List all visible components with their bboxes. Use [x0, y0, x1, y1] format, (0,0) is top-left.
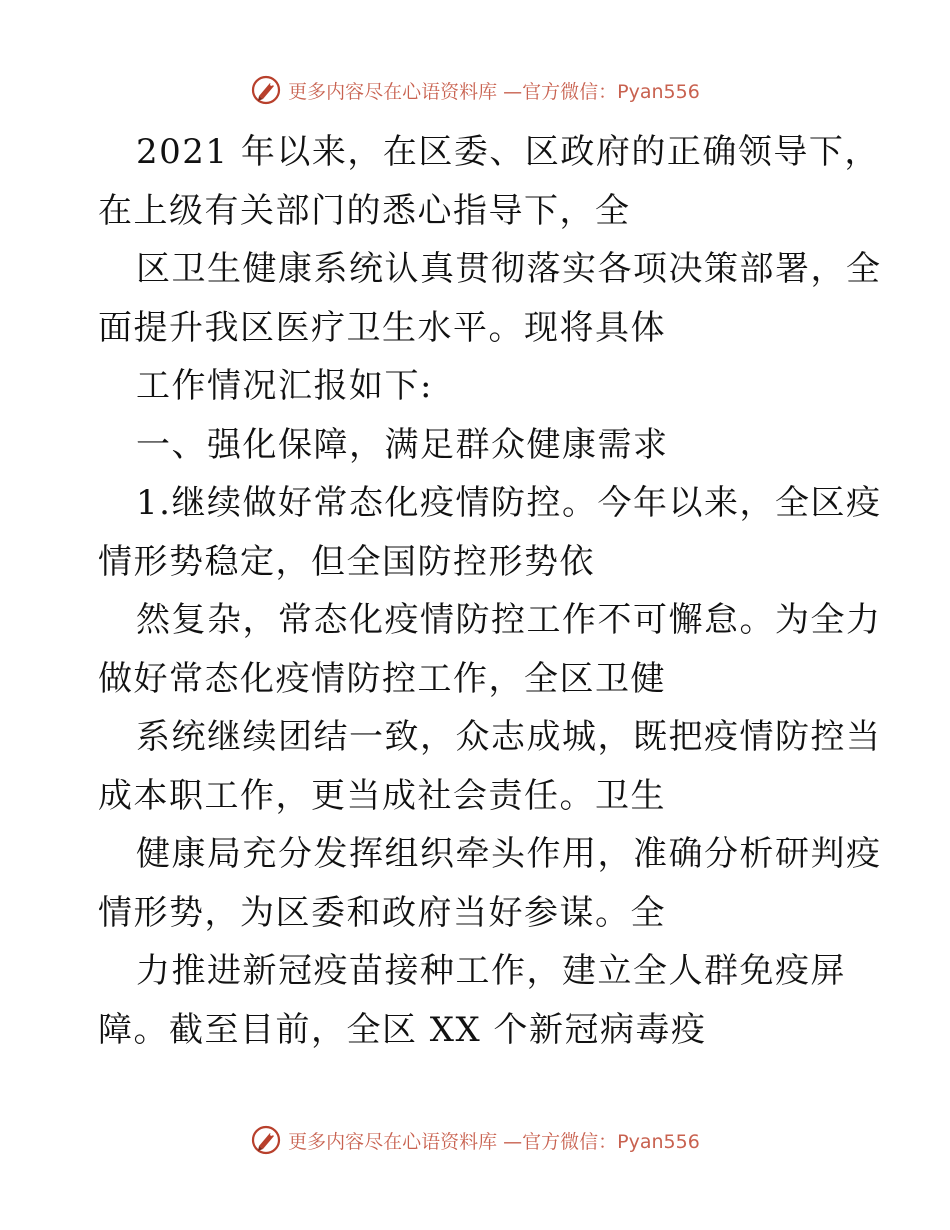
watermark-main-text: 更多内容尽在心语资料库: [288, 1130, 498, 1153]
text-line: 健康局充分发挥组织牵头作用，准确分析研判疫: [136, 834, 882, 874]
text-line: 情形势，为区委和政府当好参谋。全: [98, 892, 666, 933]
text-line: 成本职工作，更当成社会责任。卫生: [98, 775, 666, 816]
document-body: [98, 123, 882, 1059]
text-line: 力推进新冠疫苗接种工作，建立全人群免疫屏: [136, 951, 846, 991]
text-line: 系统继续团结一致，众志成城，既把疫情防控当: [136, 717, 882, 757]
pen-logo-icon: [250, 1124, 282, 1156]
text-line: 做好常态化疫情防控工作，全区卫健: [98, 658, 666, 699]
text-line: 然复杂，常态化疫情防控工作不可懈怠。为全力: [136, 600, 882, 640]
text-line: 工作情况汇报如下:: [136, 366, 433, 406]
text-line: 在上级有关部门的悉心指导下，全: [98, 190, 631, 231]
watermark-sub-text: —官方微信：Pyan556: [503, 1130, 700, 1153]
text-line: 面提升我区医疗卫生水平。现将具体: [98, 307, 666, 348]
header-watermark: [0, 74, 950, 106]
text-line: 2021 年以来，在区委、区政府的正确领导下，: [136, 132, 880, 172]
pen-logo-icon: [250, 74, 282, 106]
text-line: 障。截至目前，全区 XX 个新冠病毒疫: [98, 1009, 707, 1050]
text-line: 1.继续做好常态化疫情防控。今年以来，全区疫: [136, 483, 882, 523]
section-heading: 一、强化保障，满足群众健康需求: [136, 424, 669, 465]
watermark-sub-text: —官方微信：Pyan556: [503, 80, 700, 103]
text-line: 情形势稳定，但全国防控形势依: [98, 541, 595, 582]
text-line: 区卫生健康系统认真贯彻落实各项决策部署，全: [136, 249, 882, 289]
footer-watermark: [0, 1124, 950, 1156]
watermark-main-text: 更多内容尽在心语资料库: [288, 80, 498, 103]
